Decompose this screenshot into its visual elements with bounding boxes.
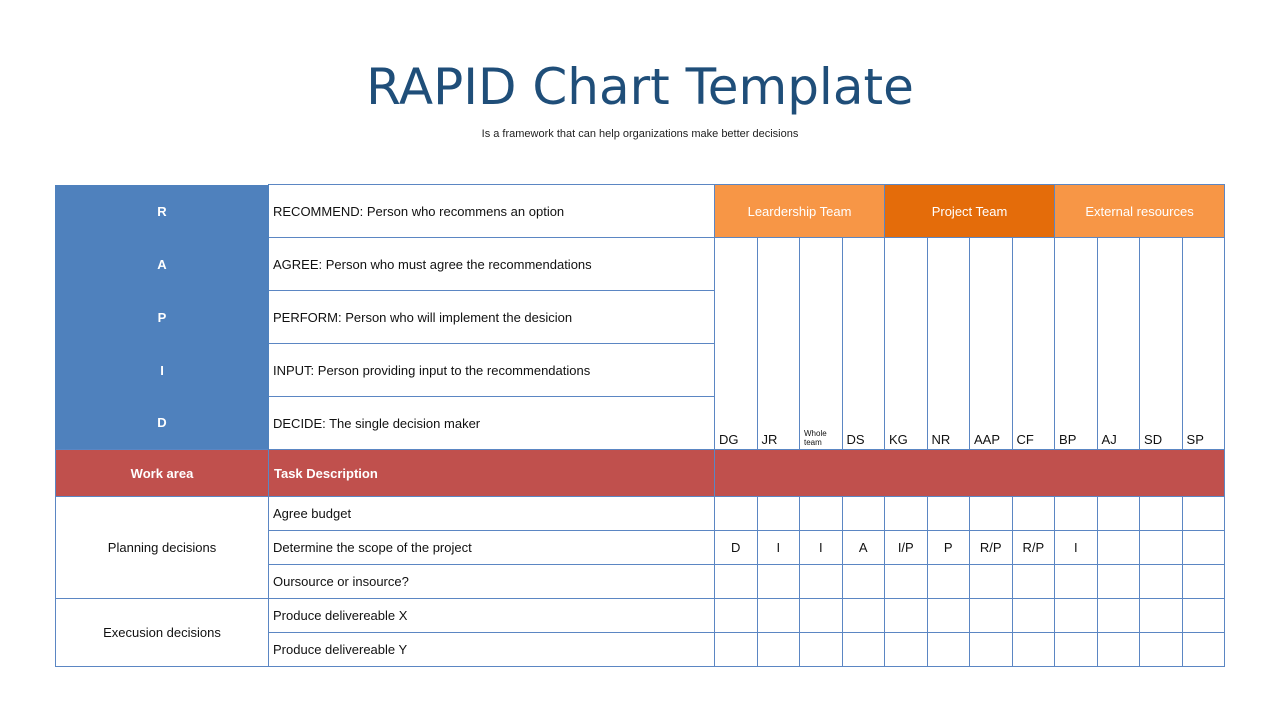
assignment-cell — [1055, 599, 1098, 633]
rapid-definition: INPUT: Person providing input to the recommendations — [269, 344, 715, 397]
assignment-cell — [970, 565, 1013, 599]
assignment-cell — [1182, 531, 1225, 565]
assignment-cell — [842, 599, 885, 633]
assignment-cell — [1140, 531, 1183, 565]
assignment-cell: I — [1055, 531, 1098, 565]
assignment-cell — [927, 497, 970, 531]
banner-row — [56, 450, 1225, 497]
assignment-cell — [885, 565, 928, 599]
assignment-cell — [1012, 565, 1055, 599]
rapid-letter: A — [56, 238, 269, 291]
assignment-cell — [842, 565, 885, 599]
assignment-cell: I — [757, 531, 800, 565]
assignment-cell — [885, 599, 928, 633]
rapid-letter: P — [56, 291, 269, 344]
assignment-cell — [1182, 565, 1225, 599]
assignment-cell — [1182, 497, 1225, 531]
rapid-row — [56, 185, 1225, 238]
banner-fill — [715, 450, 1225, 497]
assignment-cell — [800, 599, 843, 633]
assignment-cell — [715, 497, 758, 531]
person-header: Whole team — [800, 238, 843, 450]
assignment-cell — [970, 599, 1013, 633]
table-row — [56, 497, 1225, 531]
person-header: DG — [715, 238, 758, 450]
assignment-cell — [927, 633, 970, 667]
assignment-cell — [927, 565, 970, 599]
rapid-letter: I — [56, 344, 269, 397]
assignment-cell — [842, 497, 885, 531]
assignment-cell — [1140, 497, 1183, 531]
assignment-cell — [927, 599, 970, 633]
page-subtitle: Is a framework that can help organizations make better decisions — [481, 128, 799, 140]
person-header: AAP — [970, 238, 1013, 450]
group-header: Project Team — [885, 185, 1055, 238]
person-header: SD — [1140, 238, 1183, 450]
assignment-cell — [800, 565, 843, 599]
group-header: External resources — [1055, 185, 1225, 238]
rapid-table — [55, 184, 1225, 667]
rapid-letter: R — [56, 185, 269, 238]
task-cell: Agree budget — [269, 497, 715, 531]
person-header: KG — [885, 238, 928, 450]
assignment-cell — [715, 565, 758, 599]
assignment-cell — [885, 633, 928, 667]
assignment-cell — [715, 633, 758, 667]
assignment-cell — [757, 565, 800, 599]
assignment-cell — [1097, 497, 1140, 531]
task-cell: Determine the scope of the project — [269, 531, 715, 565]
assignment-cell — [1182, 633, 1225, 667]
assignment-cell — [757, 633, 800, 667]
assignment-cell — [1055, 633, 1098, 667]
task-cell: Produce delivereable Y — [269, 633, 715, 667]
group-header: Leardership Team — [715, 185, 885, 238]
assignment-cell — [885, 497, 928, 531]
assignment-cell — [1097, 633, 1140, 667]
rapid-row — [56, 238, 1225, 291]
assignment-cell — [1182, 599, 1225, 633]
task-description-header: Task Description — [269, 450, 715, 497]
assignment-cell — [1097, 599, 1140, 633]
task-cell: Oursource or insource? — [269, 565, 715, 599]
person-header: DS — [842, 238, 885, 450]
work-area-header: Work area — [56, 450, 269, 497]
rapid-definition: RECOMMEND: Person who recommens an option — [269, 185, 715, 238]
assignment-cell — [757, 497, 800, 531]
person-header: CF — [1012, 238, 1055, 450]
assignment-cell — [1012, 599, 1055, 633]
person-header: SP — [1182, 238, 1225, 450]
work-area-cell: Planning decisions — [56, 497, 269, 599]
assignment-cell: I — [800, 531, 843, 565]
person-header: NR — [927, 238, 970, 450]
assignment-cell — [1097, 565, 1140, 599]
work-area-cell: Execusion decisions — [56, 599, 269, 667]
assignment-cell — [970, 633, 1013, 667]
assignment-cell — [842, 633, 885, 667]
assignment-cell — [1140, 633, 1183, 667]
rapid-definition: PERFORM: Person who will implement the desicion — [269, 291, 715, 344]
assignment-cell: P — [927, 531, 970, 565]
assignment-cell — [1140, 565, 1183, 599]
assignment-cell — [1140, 599, 1183, 633]
assignment-cell — [715, 599, 758, 633]
assignment-cell — [1012, 497, 1055, 531]
assignment-cell: I/P — [885, 531, 928, 565]
person-header: BP — [1055, 238, 1098, 450]
rapid-definition: DECIDE: The single decision maker — [269, 397, 715, 450]
person-header: JR — [757, 238, 800, 450]
assignment-cell — [757, 599, 800, 633]
rapid-letter: D — [56, 397, 269, 450]
assignment-cell — [800, 497, 843, 531]
assignment-cell: R/P — [970, 531, 1013, 565]
assignment-cell — [800, 633, 843, 667]
table-row — [56, 599, 1225, 633]
task-cell: Produce delivereable X — [269, 599, 715, 633]
assignment-cell: R/P — [1012, 531, 1055, 565]
assignment-cell — [970, 497, 1013, 531]
rapid-definition: AGREE: Person who must agree the recommendations — [269, 238, 715, 291]
assignment-cell — [1097, 531, 1140, 565]
assignment-cell — [1055, 497, 1098, 531]
assignment-cell: D — [715, 531, 758, 565]
person-header: AJ — [1097, 238, 1140, 450]
assignment-cell — [1055, 565, 1098, 599]
page-title: RAPID Chart Template — [366, 58, 914, 116]
assignment-cell — [1012, 633, 1055, 667]
assignment-cell: A — [842, 531, 885, 565]
